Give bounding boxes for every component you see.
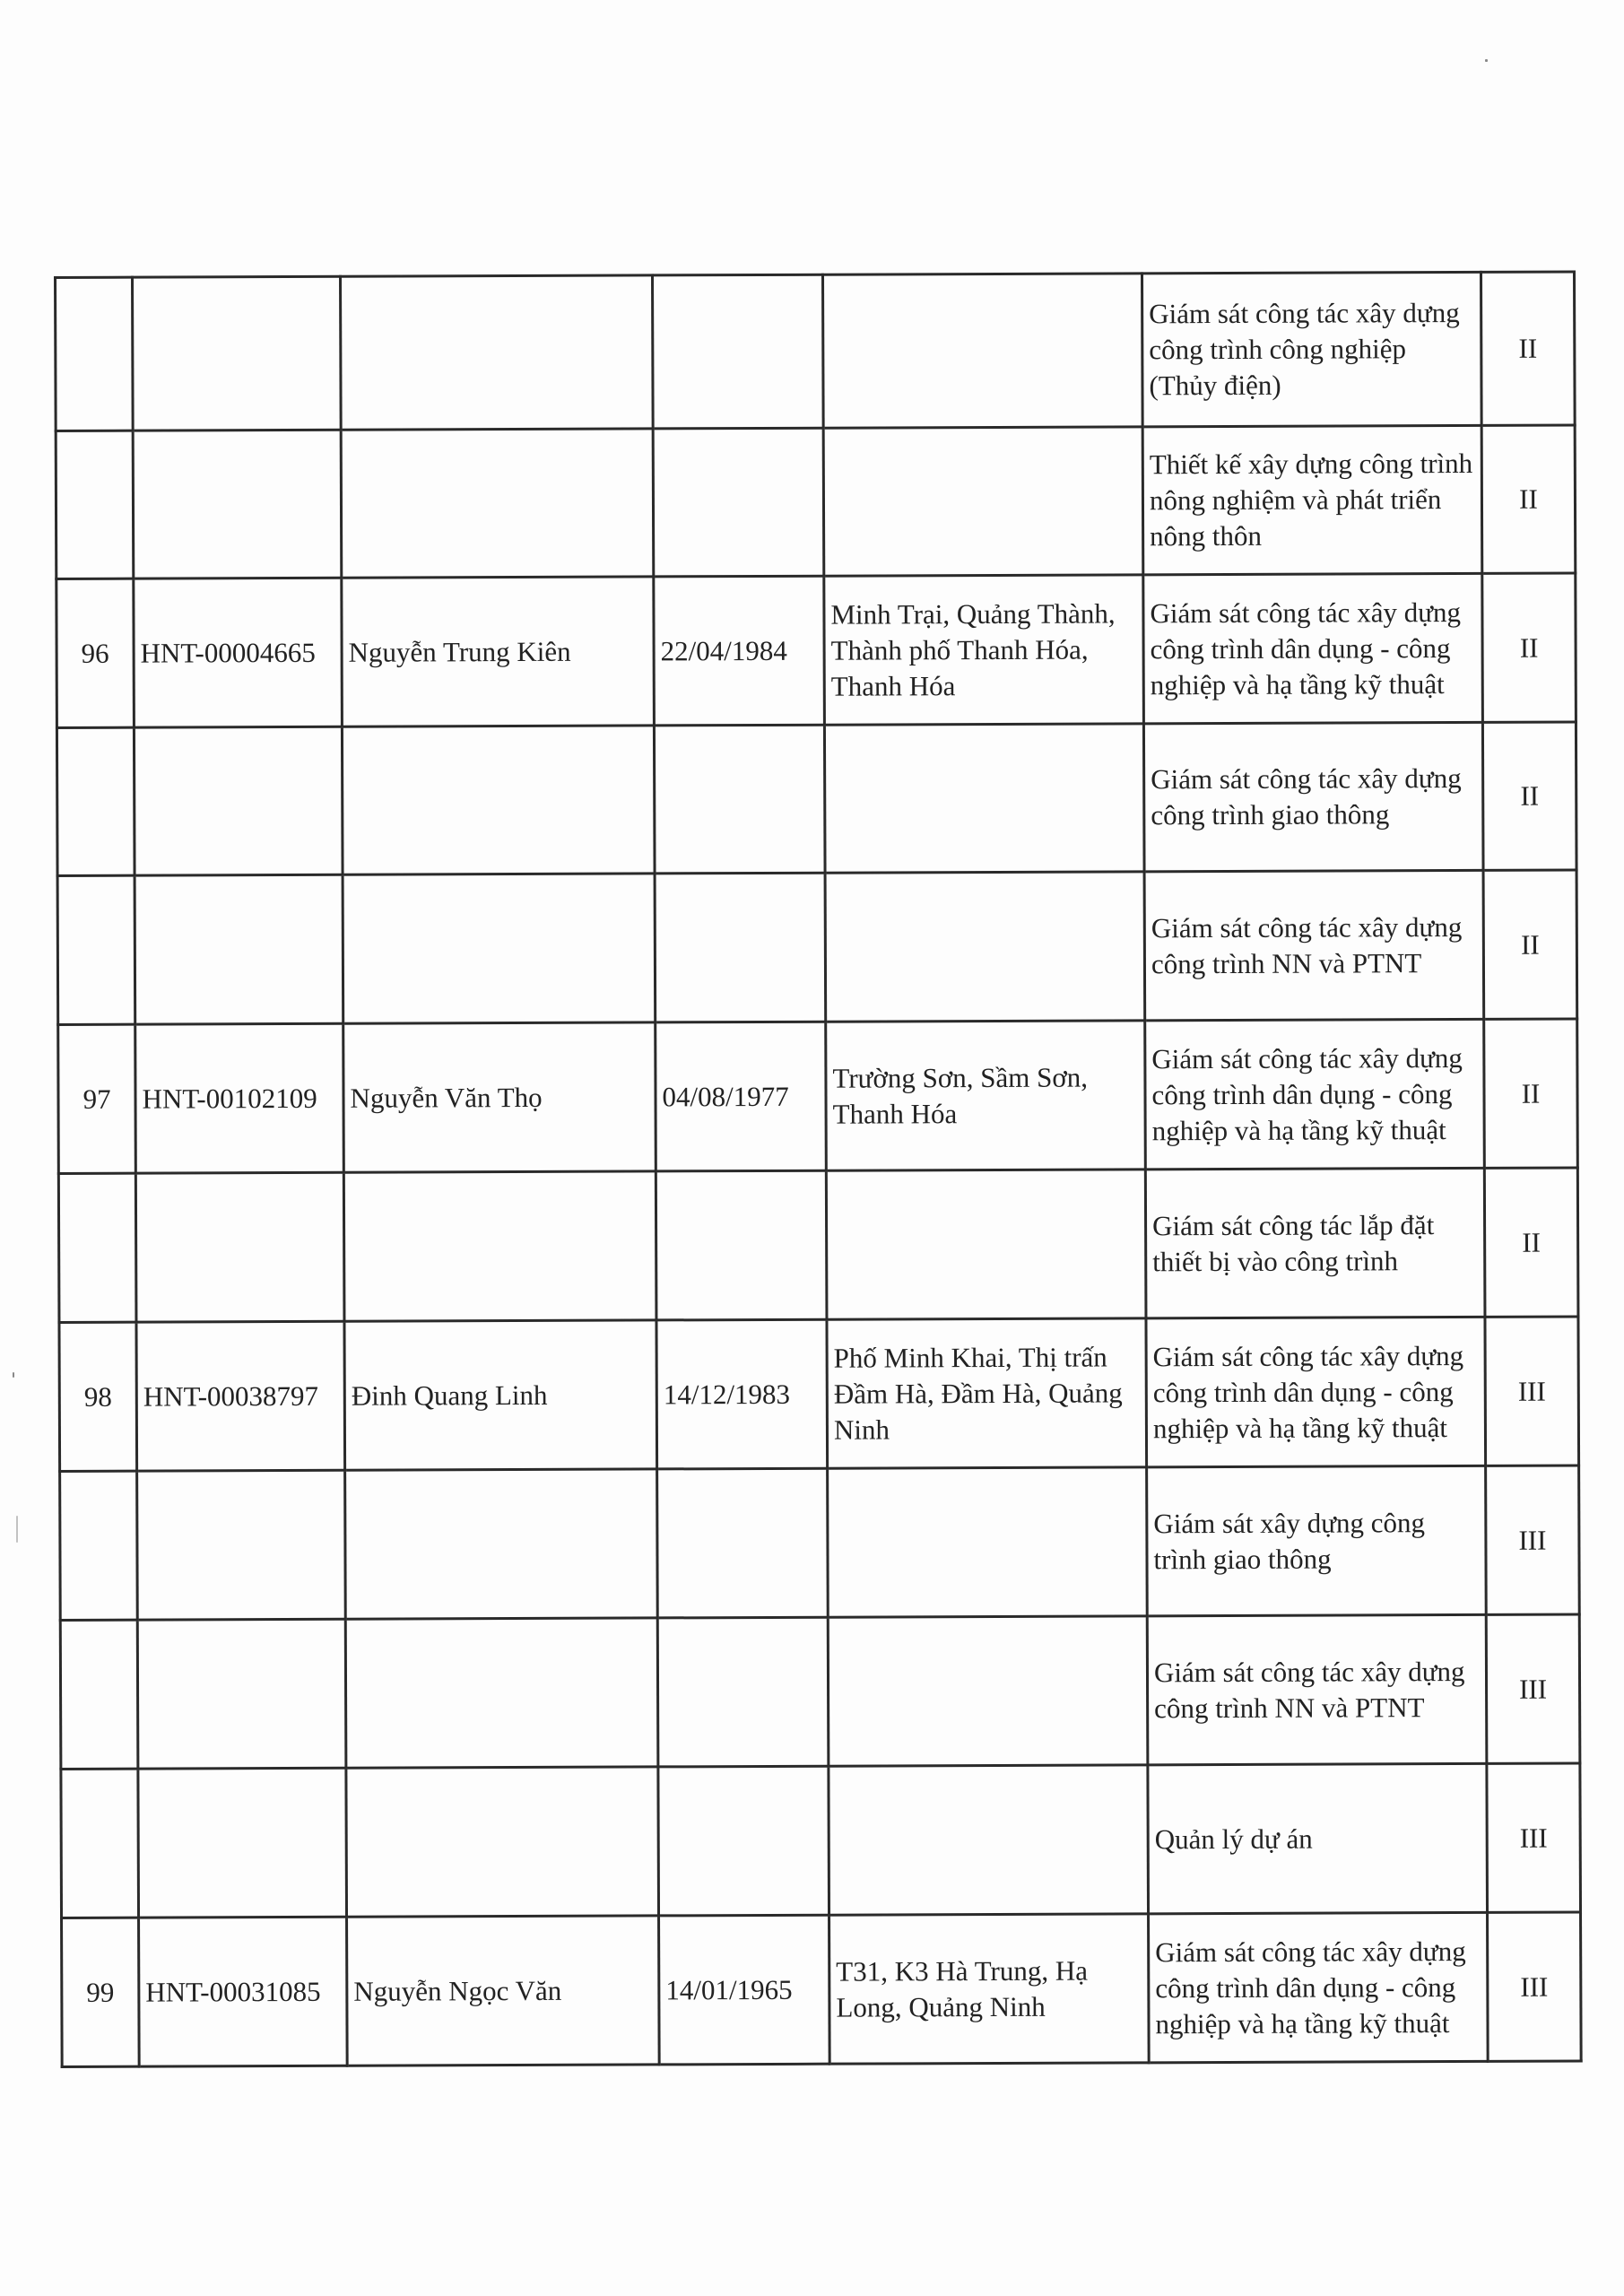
date-of-birth: 14/01/1965 — [659, 1915, 830, 2065]
address — [824, 724, 1144, 873]
table-row — [62, 1912, 1582, 2067]
practice-field: Giám sát công tác xây dựng công trình dân dụng - công nghiệp và hạ tầng kỹ thuật — [1149, 1912, 1489, 2062]
table-row — [56, 272, 1576, 431]
row-number — [60, 1620, 138, 1769]
certificate-number — [137, 1619, 346, 1769]
certificate-number — [133, 276, 342, 430]
practice-field: Thiết kế xây dựng công trình nông nghiệm và phát triển nông thôn — [1142, 425, 1482, 574]
practice-field: Giám sát công tác xây dựng công trình dân dụng - công nghiệp và hạ tầng kỹ thuật — [1146, 1317, 1486, 1466]
date-of-birth — [655, 873, 826, 1022]
rank: II — [1483, 870, 1577, 1019]
person-name — [342, 726, 655, 874]
row-number — [60, 1471, 138, 1620]
date-of-birth — [656, 1170, 827, 1320]
certificate-number — [135, 874, 343, 1024]
certificate-number: HNT-00102109 — [135, 1023, 344, 1173]
person-name — [343, 1171, 656, 1321]
registry-table-body — [56, 272, 1582, 2066]
practice-field: Giám sát công tác xây dựng công trình NN và PTNT — [1147, 1614, 1487, 1764]
date-of-birth — [657, 1617, 829, 1767]
rank: III — [1487, 1763, 1581, 1912]
registry-table — [54, 270, 1583, 2068]
table-row — [56, 573, 1576, 728]
row-number — [56, 430, 134, 578]
certificate-number — [133, 430, 342, 578]
certificate-number — [135, 1172, 344, 1322]
scan-speck — [16, 1516, 18, 1543]
scan-speck — [13, 1372, 14, 1378]
certificate-number — [138, 1768, 347, 1918]
address — [826, 1170, 1146, 1319]
date-of-birth — [657, 1468, 829, 1618]
table-row — [58, 1019, 1578, 1174]
rank: II — [1481, 272, 1575, 425]
table-row — [61, 1763, 1581, 1918]
person-name — [345, 1469, 658, 1619]
person-name — [341, 429, 654, 578]
person-name: Nguyễn Ngọc Văn — [347, 1916, 660, 2066]
table-row — [56, 722, 1576, 876]
address — [825, 872, 1145, 1022]
table-row — [59, 1317, 1579, 1472]
certificate-number — [137, 1470, 346, 1620]
person-name — [343, 874, 656, 1023]
practice-field: Giám sát xây dựng công trình giao thông — [1147, 1465, 1487, 1615]
rank: II — [1482, 573, 1576, 722]
address: Phố Minh Khai, Thị trấn Đầm Hà, Đầm Hà, Quảng Ninh — [827, 1318, 1147, 1468]
certificate-number: HNT-00038797 — [136, 1321, 345, 1471]
rank: II — [1481, 425, 1576, 573]
table-row — [56, 425, 1576, 579]
row-number — [57, 875, 135, 1024]
practice-field: Giám sát công tác xây dựng công trình dân dụng - công nghiệp và hạ tầng kỹ thuật — [1143, 573, 1483, 723]
practice-field: Quản lý dự án — [1148, 1763, 1488, 1913]
table-row — [58, 1168, 1578, 1323]
rank: III — [1485, 1317, 1579, 1465]
date-of-birth — [654, 725, 825, 874]
table-row — [60, 1465, 1580, 1621]
address: T31, K3 Hà Trung, Hạ Long, Quảng Ninh — [829, 1914, 1150, 2064]
row-number: 99 — [62, 1918, 140, 2066]
date-of-birth: 22/04/1984 — [654, 576, 825, 726]
table-row — [57, 870, 1577, 1025]
certificate-number: HNT-00004665 — [134, 578, 343, 727]
certificate-number: HNT-00031085 — [139, 1917, 348, 2066]
person-name — [345, 1618, 658, 1768]
person-name — [341, 275, 654, 430]
practice-field: Giám sát công tác xây dựng công trình công nghiệp (Thủy điện) — [1142, 272, 1481, 426]
address: Trường Sơn, Sầm Sơn, Thanh Hóa — [826, 1021, 1146, 1170]
person-name: Nguyễn Trung Kiên — [342, 577, 655, 726]
address: Minh Trại, Quảng Thành, Thành phố Thanh Hóa, Thanh Hóa — [824, 575, 1144, 725]
rank: III — [1486, 1465, 1580, 1614]
row-number: 98 — [59, 1322, 137, 1471]
practice-field: Giám sát công tác lắp đặt thiết bị vào công trình — [1145, 1168, 1485, 1318]
practice-field: Giám sát công tác xây dựng công trình dân dụng - công nghiệp và hạ tầng kỹ thuật — [1145, 1019, 1485, 1169]
row-number — [58, 1173, 136, 1322]
address — [828, 1616, 1148, 1766]
rank: II — [1482, 722, 1576, 870]
date-of-birth — [653, 428, 824, 577]
row-number — [56, 277, 134, 430]
date-of-birth — [653, 274, 824, 429]
address — [828, 1467, 1148, 1617]
date-of-birth — [658, 1766, 829, 1916]
rank: II — [1484, 1168, 1578, 1317]
person-name — [346, 1767, 659, 1917]
date-of-birth: 14/12/1983 — [656, 1319, 828, 1469]
scan-speck — [1485, 59, 1488, 62]
row-number — [61, 1769, 139, 1918]
certificate-number — [134, 726, 343, 875]
person-name: Đinh Quang Linh — [344, 1320, 657, 1470]
row-number — [56, 727, 135, 875]
person-name: Nguyễn Văn Thọ — [343, 1022, 656, 1172]
address — [823, 427, 1143, 576]
practice-field: Giám sát công tác xây dựng công trình NN và PTNT — [1144, 870, 1484, 1020]
rank: III — [1486, 1614, 1580, 1763]
row-number: 96 — [56, 578, 135, 727]
date-of-birth: 04/08/1977 — [656, 1022, 827, 1171]
practice-field: Giám sát công tác xây dựng công trình giao thông — [1143, 722, 1483, 871]
rank: II — [1484, 1019, 1578, 1168]
address — [829, 1765, 1149, 1915]
address — [822, 274, 1142, 428]
table-row — [60, 1614, 1580, 1770]
row-number: 97 — [58, 1024, 136, 1173]
rank: III — [1488, 1912, 1582, 2061]
